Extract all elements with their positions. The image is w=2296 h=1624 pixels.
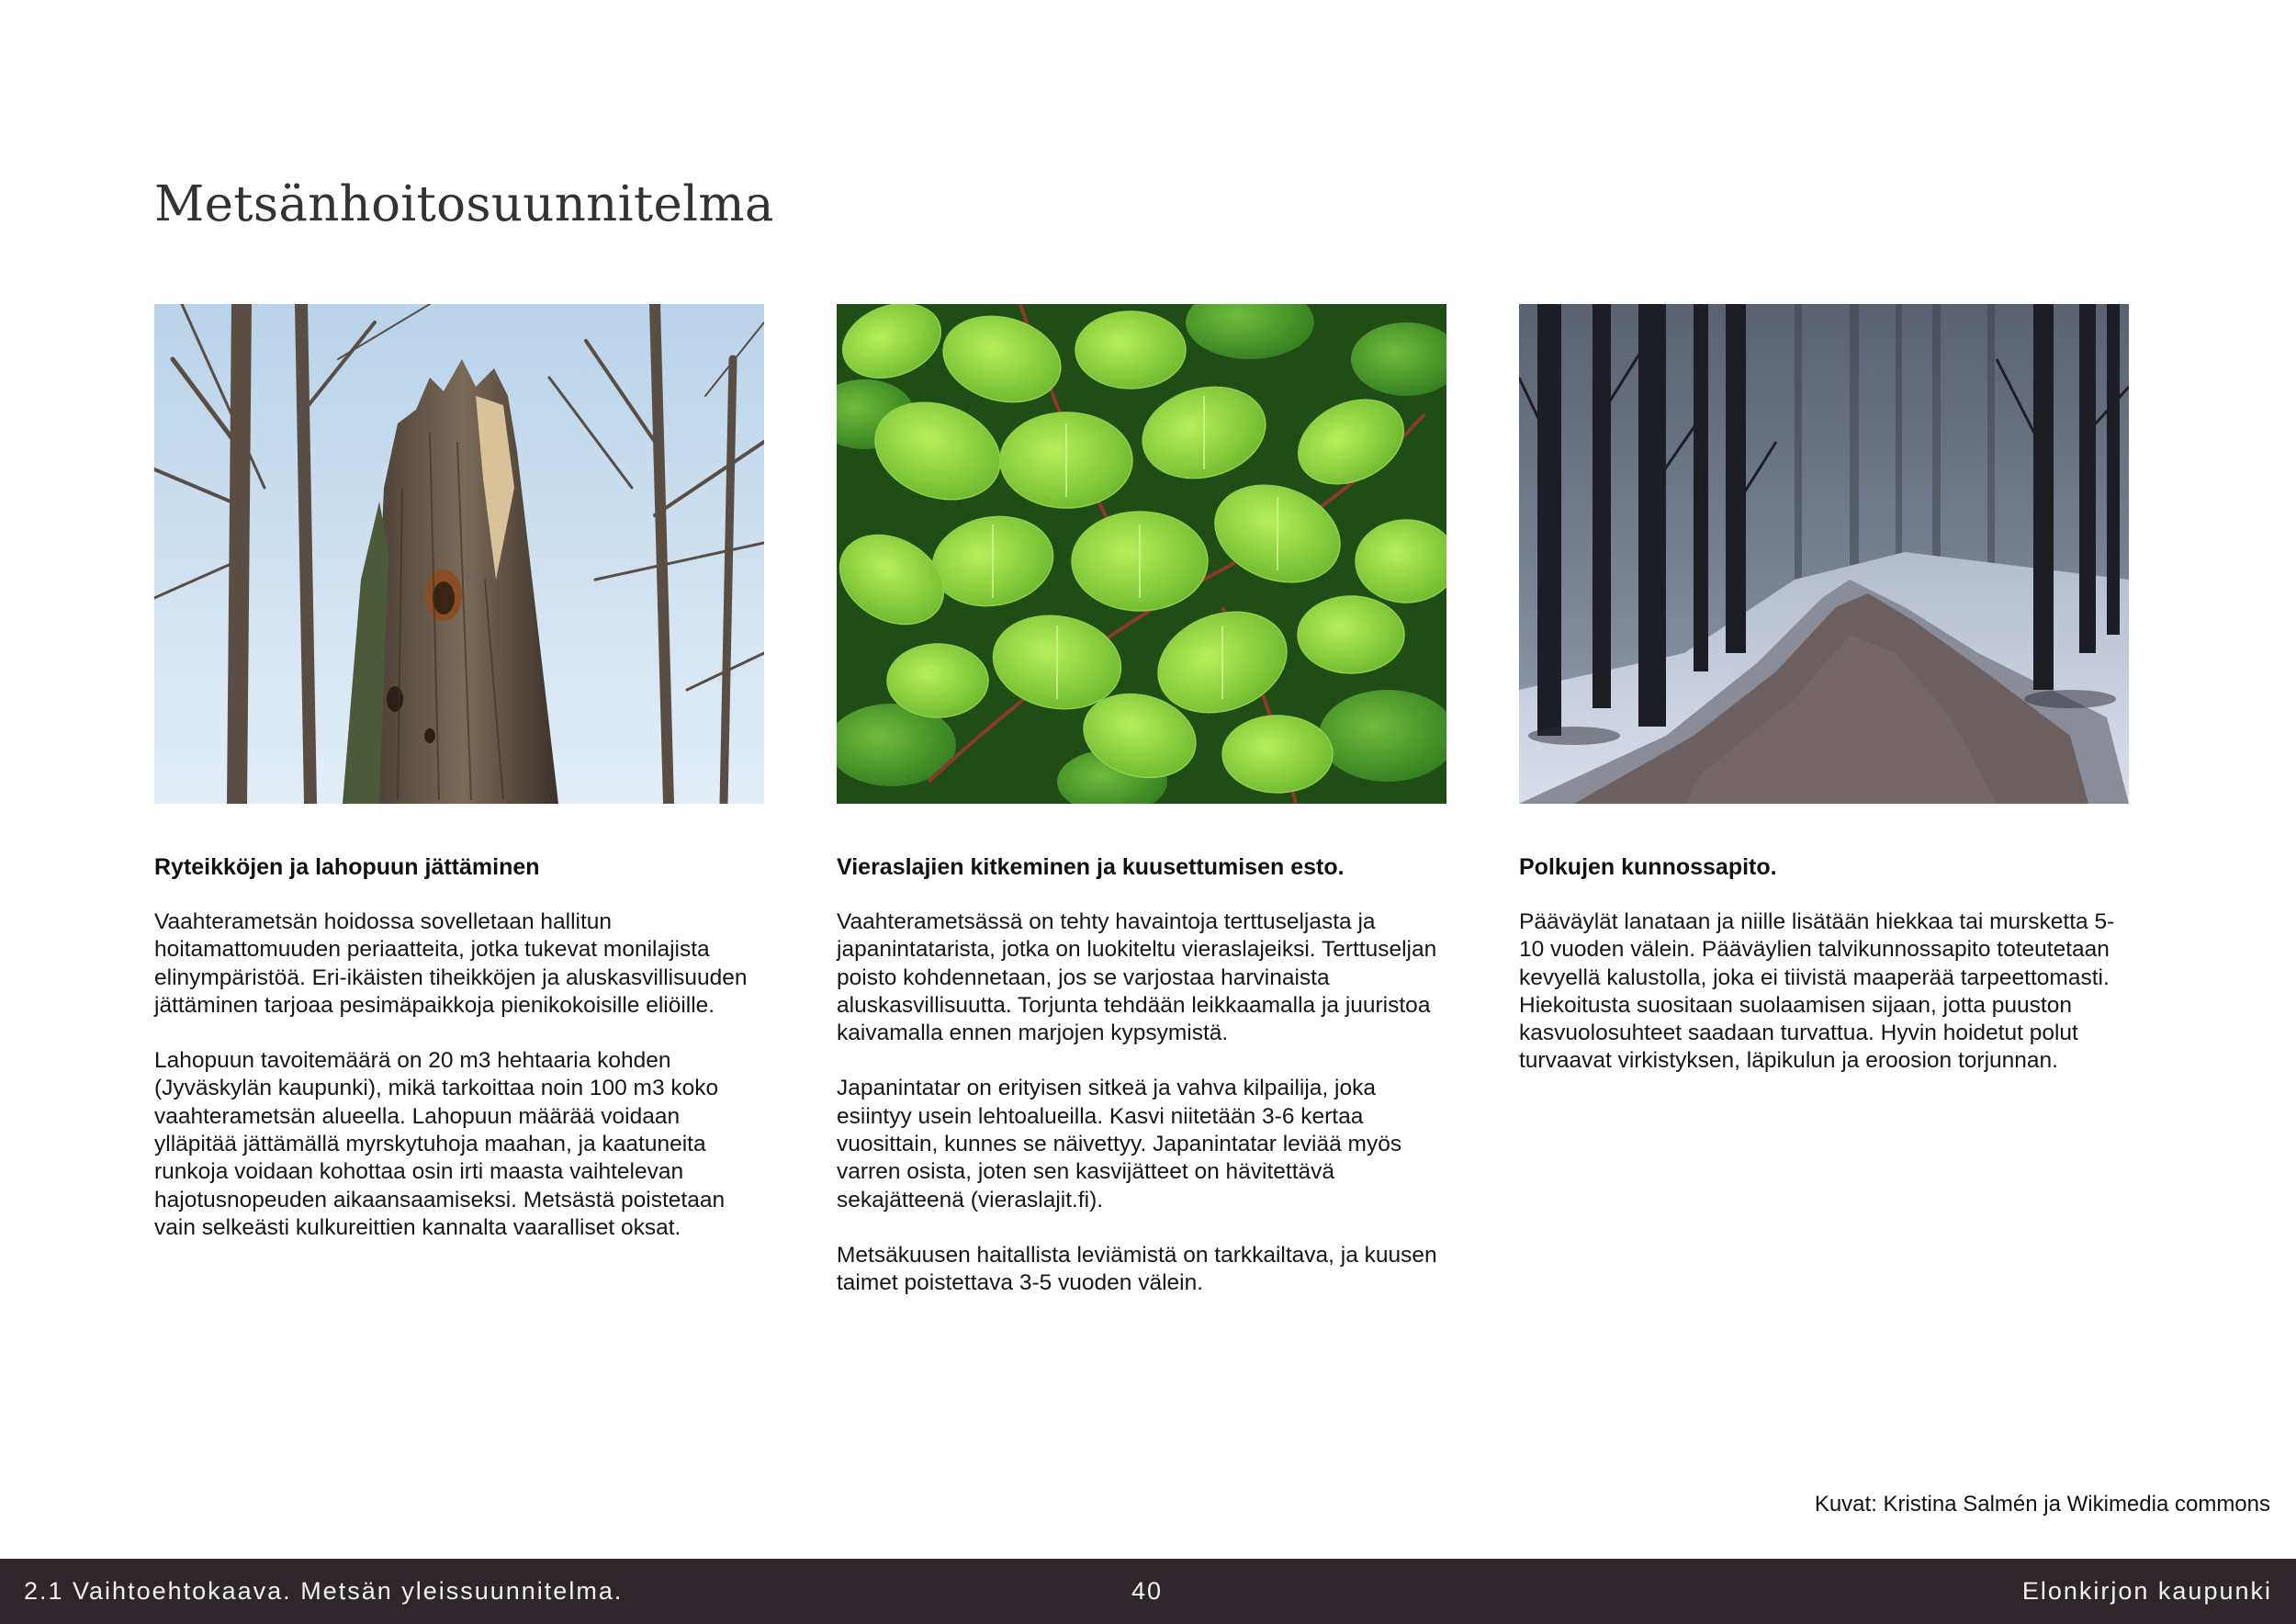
page-number: 40: [1131, 1577, 1164, 1605]
page-footer: [0, 1559, 2296, 1624]
footer-publication-title: Elonkirjon kaupunki: [2021, 1577, 2272, 1605]
column-paragraph: Metsäkuusen haitallista leviämistä on tarkkailtava, ja kuusen taimet poistettava 3-5 vuoden välein.: [837, 1242, 1437, 1296]
snowy-forest-path-photo: [1519, 304, 2129, 804]
footer-section-title: 2.1 Vaihtoehtokaava. Metsän yleissuunnitelma.: [24, 1577, 624, 1605]
column-path-maintenance: [1519, 304, 2129, 1076]
column-heading: Vieraslajien kitkeminen ja kuusettumisen esto.: [837, 854, 1345, 880]
dead-tree-stump-photo: [154, 304, 764, 804]
photo-credit: Kuvat: Kristina Salmén ja Wikimedia commons: [1814, 1492, 2270, 1517]
column-paragraph: Japanintatar on erityisen sitkeä ja vahva kilpailija, joka esiintyy usein lehtoalueilla. Kasvi niitetään 3-6 kertaa vuosittain, kunnes se näivettyy. Japanintatar leviää myös varren osista, joten sen kasvijätteet on hävitettävä sekajätteenä (vieraslajit.fi).: [837, 1076, 1402, 1212]
page-title: Metsänhoitosuunnitelma: [154, 176, 774, 232]
column-heading: Polkujen kunnossapito.: [1519, 854, 1777, 880]
column-deadwood: [154, 304, 764, 1242]
column-paragraph: Vaahterametsässä on tehty havaintoja terttuseljasta ja japanintatarista, jotka on luokiteltu vieraslajeiksi. Terttuseljan poisto kohdennetaan, jos se varjostaa harvinaista aluskasvillisuutta. Torjunta tehdään leikkaamalla ja juuristoa kaivamalla ennen marjojen kypsymistä.: [837, 909, 1437, 1046]
column-invasive-species: [837, 304, 1446, 1298]
japanese-knotweed-leaves-photo: [837, 304, 1446, 804]
column-heading: Ryteikköjen ja lahopuun jättäminen: [154, 854, 540, 880]
column-paragraph: Pääväylät lanataan ja niille lisätään hiekkaa tai mursketta 5-10 vuoden välein. Pääväylien talvikunnossapito toteutetaan kevyellä kalustolla, joka ei tiivistä maaperää tarpeettomasti. Hiekoitusta suositaan suolaamisen sijaan, jotta puuston kasvuolosuhteet saadaan turvattua. Hyvin hoidetut polut turvaavat virkistyksen, läpikulun ja eroosion torjunnan.: [1519, 909, 2115, 1074]
column-paragraph: Vaahterametsän hoidossa sovelletaan hallitun hoitamattomuuden periaatteita, jotka tukevat monilajista elinympäristöä. Eri-ikäisten tiheikköjen ja aluskasvillisuuden jättäminen tarjoaa pesimäpaikkoja pienikokoisille eliöille.: [154, 909, 748, 1018]
column-paragraph: Lahopuun tavoitemäärä on 20 m3 hehtaaria kohden (Jyväskylän kaupunki), mikä tarkoittaa noin 100 m3 koko vaahterametsän alueella. Lahopuun määrää voidaan ylläpitää jättämällä myrskytuhoja maahan, ja kaatuneita runkoja voidaan kohottaa osin irti maasta vaihtelevan hajotusnopeuden aikaansaamiseksi. Metsästä poistetaan vain selkeästi kulkureittien kannalta vaaralliset oksat.: [154, 1048, 726, 1240]
